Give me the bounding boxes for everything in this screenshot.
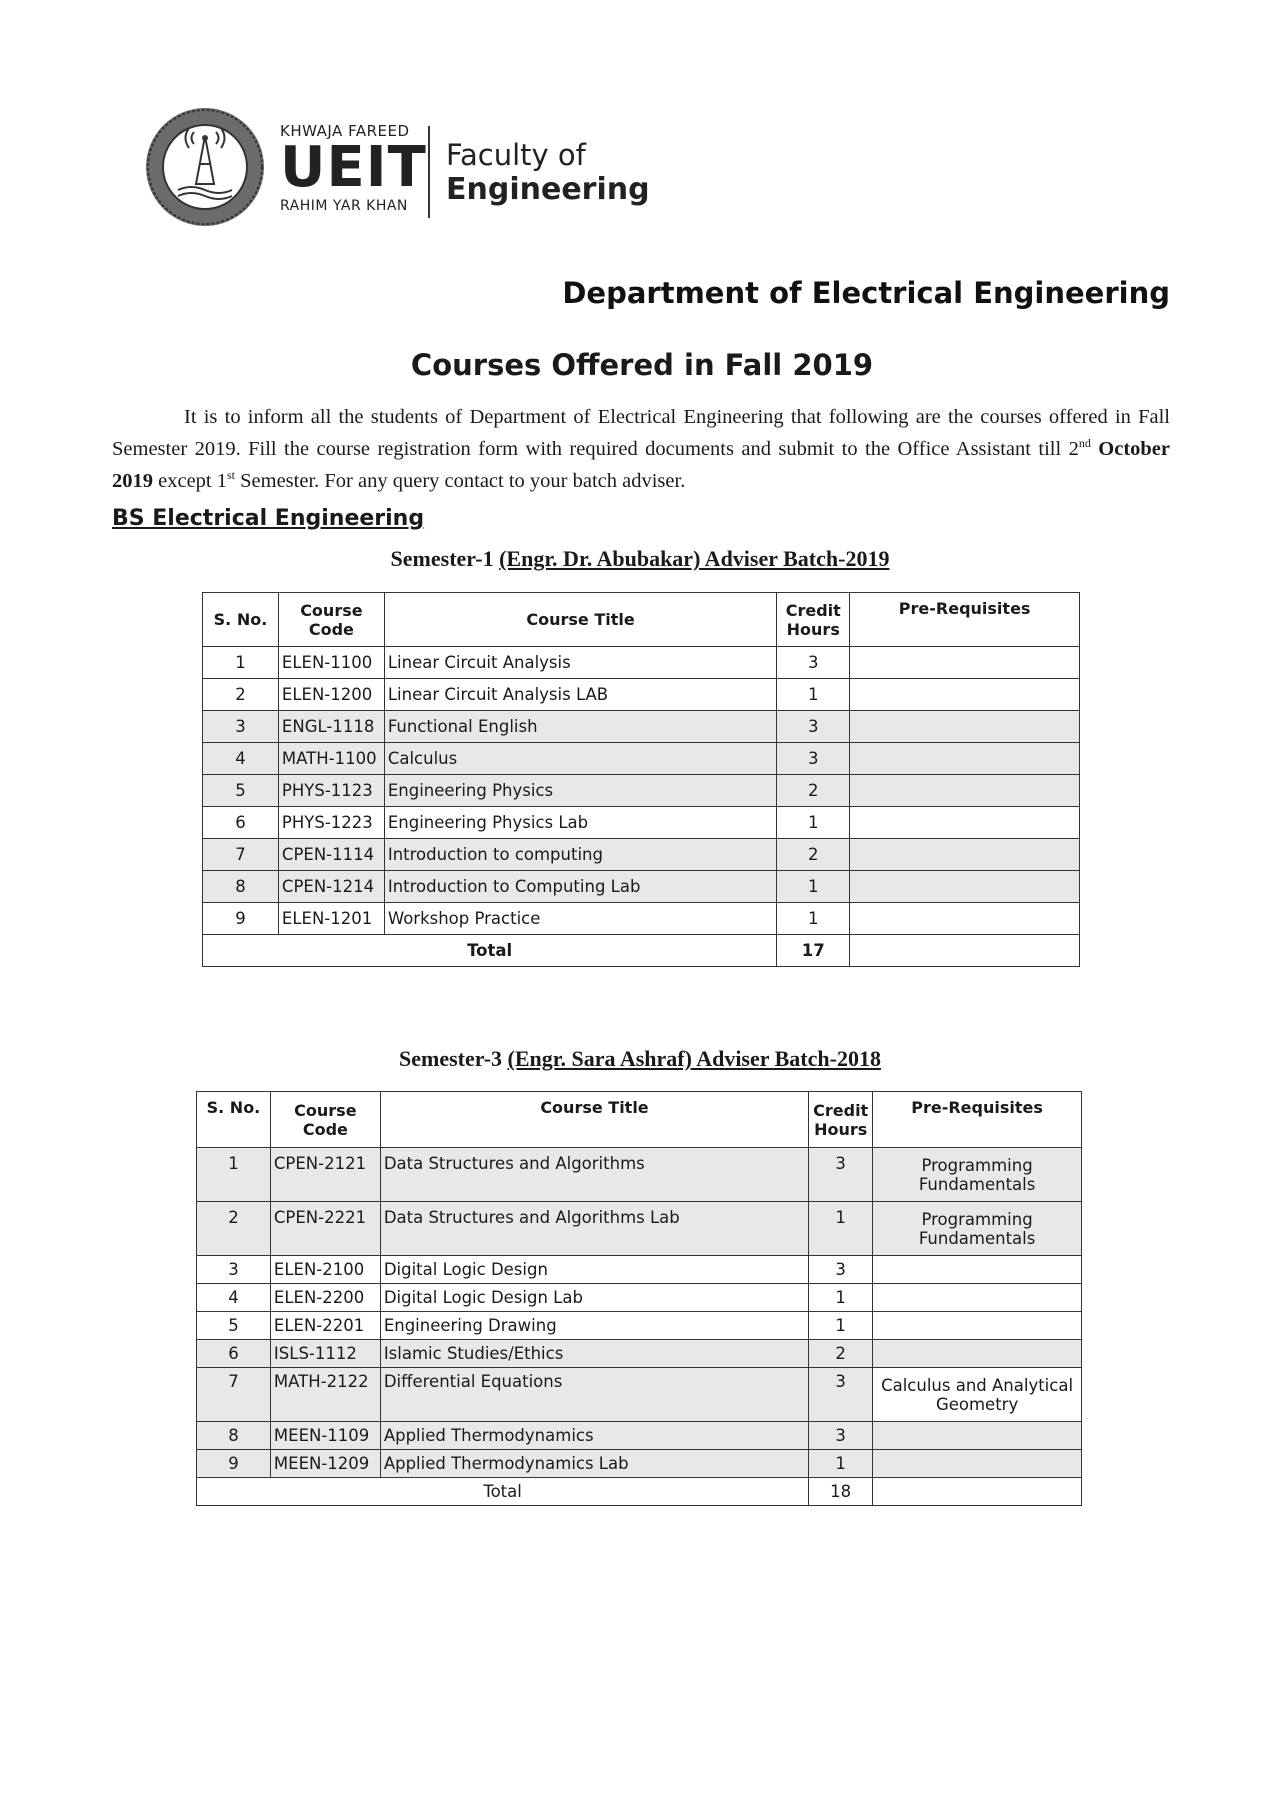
semester-3-title <box>0 1046 1280 1072</box>
cell-prereq <box>873 1284 1082 1312</box>
brand-main-text: UEIT <box>280 135 427 200</box>
semester-1-title <box>0 546 1280 572</box>
cell-credit: 3 <box>809 1422 873 1450</box>
cell-prereq <box>850 743 1080 775</box>
cell-sno: 6 <box>197 1340 271 1368</box>
cell-prereq <box>850 839 1080 871</box>
col-sno: S. No. <box>197 1092 271 1148</box>
cell-prereq <box>850 871 1080 903</box>
table-row <box>203 807 1080 839</box>
semester-3-prefix: Semester-3 <box>399 1046 508 1071</box>
intro-text-2: except 1 <box>153 469 227 492</box>
cell-prereq <box>873 1256 1082 1284</box>
cell-credit: 2 <box>777 775 850 807</box>
cell-code: PHYS-1223 <box>278 807 384 839</box>
cell-sno: 9 <box>203 903 279 935</box>
cell-sno: 7 <box>203 839 279 871</box>
table-row <box>197 1368 1082 1422</box>
cell-code: CPEN-2221 <box>270 1202 380 1256</box>
table-row <box>197 1256 1082 1284</box>
table-row <box>203 871 1080 903</box>
cell-sno: 4 <box>203 743 279 775</box>
col-code <box>278 593 384 647</box>
col-credit <box>809 1092 873 1148</box>
cell-code: PHYS-1123 <box>278 775 384 807</box>
table-row <box>197 1312 1082 1340</box>
page-heading: Courses Offered in Fall 2019 <box>410 348 874 382</box>
cell-credit: 1 <box>809 1450 873 1478</box>
col-code-line2: Code <box>302 1119 348 1139</box>
cell-sno: 2 <box>203 679 279 711</box>
total-label: Total <box>197 1478 809 1506</box>
table-row <box>203 647 1080 679</box>
cell-title: Engineering Physics Lab <box>384 807 776 839</box>
cell-sno: 2 <box>197 1202 271 1256</box>
cell-title: Introduction to Computing Lab <box>384 871 776 903</box>
cell-title: Islamic Studies/Ethics <box>380 1340 808 1368</box>
university-seal-logo <box>144 106 266 228</box>
col-code-line1: Course <box>294 1100 357 1120</box>
semester-1-adviser: (Engr. Dr. Abubakar) Adviser Batch-2019 <box>499 546 890 571</box>
cell-sno: 3 <box>197 1256 271 1284</box>
cell-title: Digital Logic Design <box>380 1256 808 1284</box>
cell-sno: 9 <box>197 1450 271 1478</box>
cell-code: ISLS-1112 <box>270 1340 380 1368</box>
cell-title: Engineering Physics <box>384 775 776 807</box>
cell-prereq <box>873 1202 1082 1256</box>
cell-title: Engineering Drawing <box>380 1312 808 1340</box>
col-credit-line2: Hours <box>814 1119 868 1139</box>
cell-title: Data Structures and Algorithms Lab <box>380 1202 808 1256</box>
col-title: Course Title <box>380 1092 808 1148</box>
cell-sno: 5 <box>203 775 279 807</box>
table-row <box>197 1422 1082 1450</box>
cell-title: Differential Equations <box>380 1368 808 1422</box>
brand-top-text: KHWAJA FAREED <box>280 122 410 140</box>
faculty-line-1: Faculty of <box>446 138 586 172</box>
total-row <box>203 935 1080 967</box>
total-prereq <box>850 935 1080 967</box>
col-credit-line1: Credit <box>813 1100 869 1120</box>
brand-wordmark <box>280 122 427 214</box>
semester-3-adviser: (Engr. Sara Ashraf) Adviser Batch-2018 <box>507 1046 881 1071</box>
table-row <box>203 775 1080 807</box>
cell-code: ELEN-1100 <box>278 647 384 679</box>
semester-3-table <box>196 1091 1082 1506</box>
table-row <box>197 1340 1082 1368</box>
cell-code: MEEN-1109 <box>270 1422 380 1450</box>
cell-title: Functional English <box>384 711 776 743</box>
table-row <box>203 711 1080 743</box>
cell-credit: 3 <box>809 1256 873 1284</box>
semester-1-table <box>202 592 1080 967</box>
cell-code: CPEN-1214 <box>278 871 384 903</box>
cell-prereq <box>850 903 1080 935</box>
cell-credit: 1 <box>809 1202 873 1256</box>
intro-sup-2: st <box>227 467 236 482</box>
cell-credit: 3 <box>809 1148 873 1202</box>
cell-credit: 1 <box>777 871 850 903</box>
cell-code: MEEN-1209 <box>270 1450 380 1478</box>
total-prereq <box>873 1478 1082 1506</box>
total-value: 17 <box>777 935 850 967</box>
table-row <box>197 1284 1082 1312</box>
cell-sno: 6 <box>203 807 279 839</box>
cell-prereq <box>850 711 1080 743</box>
cell-code: ELEN-1201 <box>278 903 384 935</box>
cell-sno: 8 <box>197 1422 271 1450</box>
cell-prereq <box>850 647 1080 679</box>
col-credit-line1: Credit <box>785 600 841 620</box>
cell-prereq-line1: Programming <box>921 1209 1033 1229</box>
cell-sno: 1 <box>197 1148 271 1202</box>
header-divider <box>428 126 430 218</box>
cell-sno: 5 <box>197 1312 271 1340</box>
cell-credit: 1 <box>809 1312 873 1340</box>
cell-code: MATH-1100 <box>278 743 384 775</box>
intro-text-3: Semester. For any query contact to your batch adviser. <box>235 469 686 492</box>
col-prereq: Pre-Requisites <box>850 593 1080 647</box>
col-sno: S. No. <box>203 593 279 647</box>
cell-title: Introduction to computing <box>384 839 776 871</box>
col-code-line1: Course <box>300 600 363 620</box>
col-title: Course Title <box>384 593 776 647</box>
cell-code: ENGL-1118 <box>278 711 384 743</box>
cell-title: Linear Circuit Analysis <box>384 647 776 679</box>
col-prereq: Pre-Requisites <box>873 1092 1082 1148</box>
table-header-row <box>197 1092 1082 1148</box>
intro-bold-date: October 2019 <box>112 437 1170 492</box>
table-row <box>203 839 1080 871</box>
cell-prereq <box>873 1368 1082 1422</box>
cell-title: Digital Logic Design Lab <box>380 1284 808 1312</box>
total-label: Total <box>203 935 777 967</box>
cell-title: Workshop Practice <box>384 903 776 935</box>
table-row <box>203 679 1080 711</box>
cell-code: ELEN-2201 <box>270 1312 380 1340</box>
table-row <box>197 1450 1082 1478</box>
table-row <box>203 743 1080 775</box>
cell-credit: 3 <box>809 1368 873 1422</box>
cell-prereq <box>850 807 1080 839</box>
department-title: Department of Electrical Engineering <box>562 276 1170 310</box>
cell-sno: 3 <box>203 711 279 743</box>
cell-prereq-line2: Geometry <box>935 1394 1019 1414</box>
cell-prereq <box>873 1312 1082 1340</box>
cell-credit: 1 <box>777 679 850 711</box>
cell-prereq <box>850 679 1080 711</box>
cell-sno: 4 <box>197 1284 271 1312</box>
cell-title: Data Structures and Algorithms <box>380 1148 808 1202</box>
intro-text-1: It is to inform all the students of Department of Electrical Engineering that following are the courses offered in Fall Semester 2019. Fill the course registration form with required documents and submit to the Office Assistant till 2 <box>112 406 1170 460</box>
cell-credit: 1 <box>777 903 850 935</box>
col-credit-line2: Hours <box>786 619 840 639</box>
section-title: BS Electrical Engineering <box>112 506 425 531</box>
cell-code: CPEN-2121 <box>270 1148 380 1202</box>
cell-credit: 1 <box>777 807 850 839</box>
col-code-line2: Code <box>308 619 354 639</box>
cell-credit: 2 <box>809 1340 873 1368</box>
cell-sno: 1 <box>203 647 279 679</box>
table-row <box>197 1202 1082 1256</box>
cell-credit: 3 <box>777 743 850 775</box>
cell-prereq-line2: Fundamentals <box>918 1174 1036 1194</box>
cell-title: Calculus <box>384 743 776 775</box>
col-code <box>270 1092 380 1148</box>
table-header-row <box>203 593 1080 647</box>
cell-code: MATH-2122 <box>270 1368 380 1422</box>
total-row <box>197 1478 1082 1506</box>
cell-code: CPEN-1114 <box>278 839 384 871</box>
intro-paragraph <box>112 404 1170 494</box>
cell-code: ELEN-2100 <box>270 1256 380 1284</box>
cell-sno: 8 <box>203 871 279 903</box>
cell-prereq <box>873 1148 1082 1202</box>
intro-sup-1: nd <box>1078 436 1091 450</box>
faculty-name <box>446 138 650 208</box>
cell-credit: 3 <box>777 711 850 743</box>
cell-code: ELEN-1200 <box>278 679 384 711</box>
cell-title: Applied Thermodynamics Lab <box>380 1450 808 1478</box>
faculty-line-2: Engineering <box>446 172 650 207</box>
col-credit <box>777 593 850 647</box>
cell-credit: 3 <box>777 647 850 679</box>
cell-title: Applied Thermodynamics <box>380 1422 808 1450</box>
brand-bottom-text: RAHIM YAR KHAN <box>280 198 408 214</box>
total-value: 18 <box>809 1478 873 1506</box>
cell-credit: 1 <box>809 1284 873 1312</box>
cell-prereq-line1: Programming <box>921 1155 1033 1175</box>
table-row <box>203 903 1080 935</box>
cell-prereq <box>873 1450 1082 1478</box>
cell-prereq <box>873 1340 1082 1368</box>
table-row <box>197 1148 1082 1202</box>
cell-credit: 2 <box>777 839 850 871</box>
cell-prereq-line1: Calculus and Analytical <box>881 1375 1074 1395</box>
semester-1-prefix: Semester-1 <box>390 546 500 571</box>
cell-code: ELEN-2200 <box>270 1284 380 1312</box>
cell-prereq <box>850 775 1080 807</box>
cell-title: Linear Circuit Analysis LAB <box>384 679 776 711</box>
cell-prereq <box>873 1422 1082 1450</box>
cell-sno: 7 <box>197 1368 271 1422</box>
cell-prereq-line2: Fundamentals <box>918 1228 1036 1248</box>
